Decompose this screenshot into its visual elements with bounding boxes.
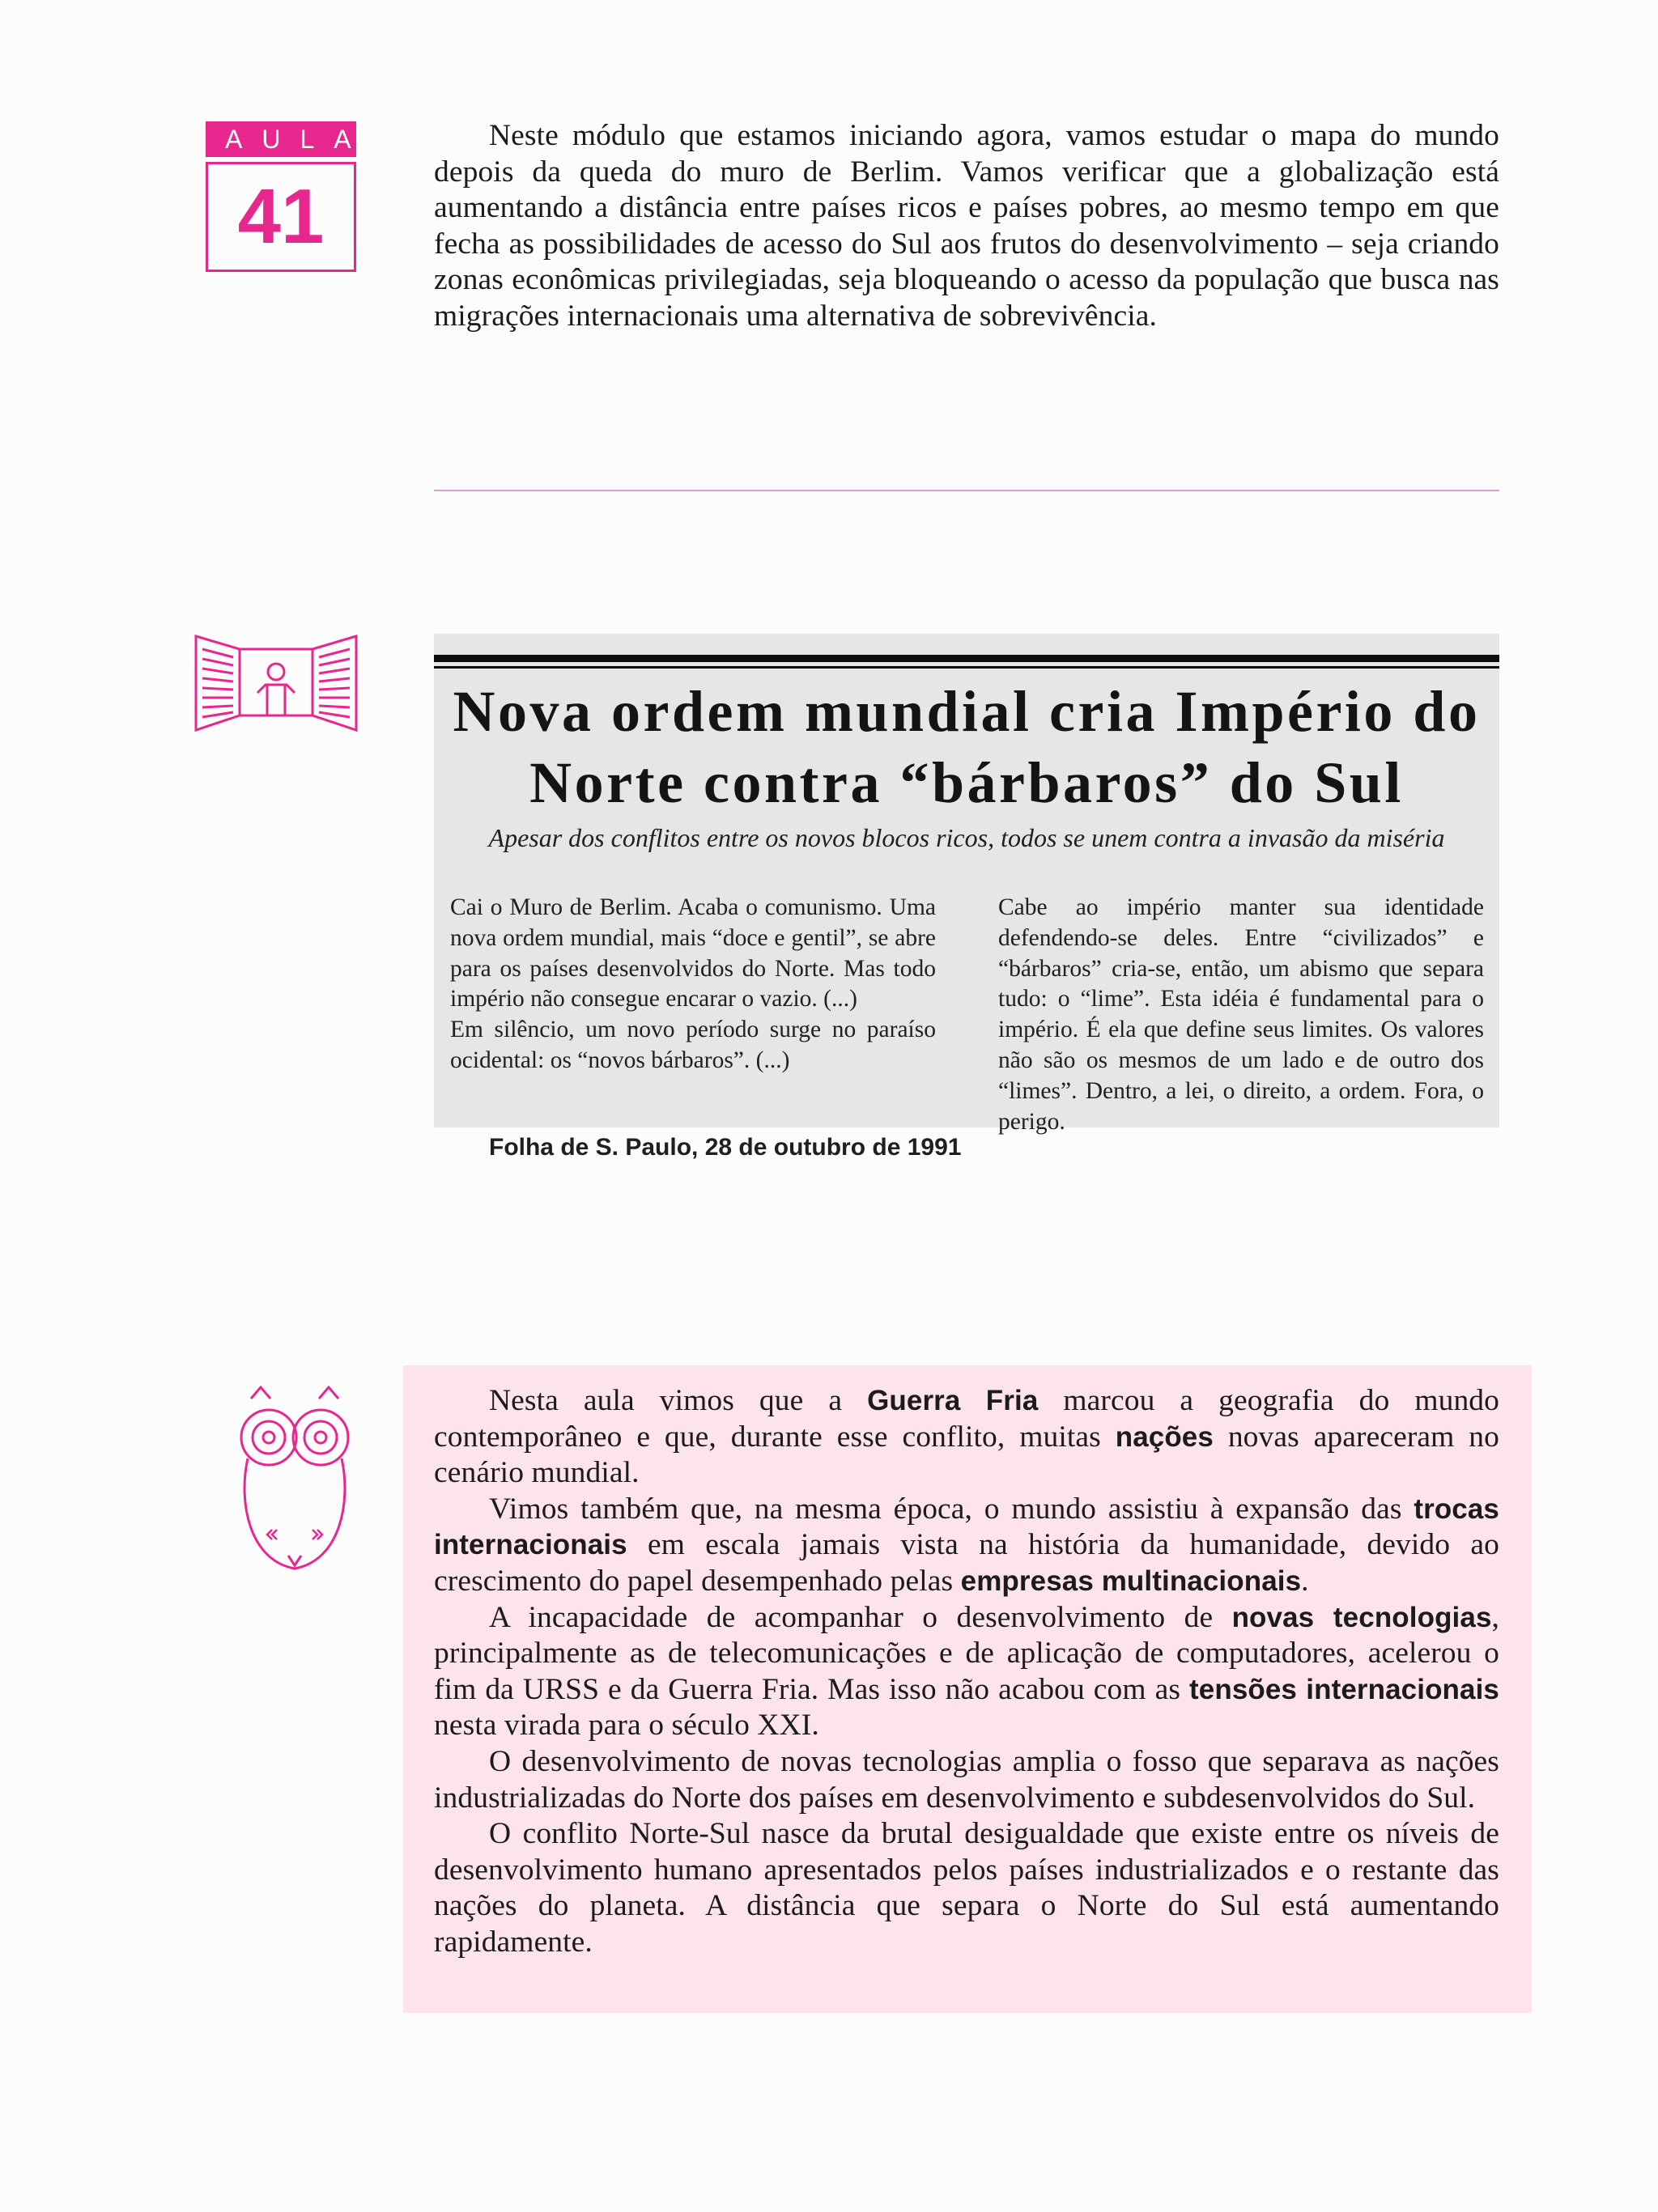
clipping-rule-thick xyxy=(434,655,1499,662)
owl-icon xyxy=(233,1381,356,1575)
clipping-column-left xyxy=(450,893,936,1076)
summary-paragraph-1 xyxy=(434,1383,1499,1492)
news-clipping xyxy=(434,634,1499,1135)
text-run: nesta virada para o século XXI. xyxy=(434,1709,819,1743)
clipping-rule-thin xyxy=(434,666,1499,669)
intro-paragraph: Neste módulo que estamos iniciando agora, vamos estudar o mapa do mundo depois da queda do muro de Berlim. Vamos verificar que a globalização está aumentando a distância entre países ricos e países pobres, ao mesmo tempo em que fecha as possibilidades de acesso do Sul aos frutos do desenvolvimento – seja criando zonas econômicas privilegiadas, seja bloqueando o acesso da população que busca nas migrações internacionais uma alternativa de sobrevivência. xyxy=(434,119,1499,333)
clipping-subhead: Apesar dos conflitos entre os novos blocos ricos, todos se unem contra a invasão da miséria xyxy=(488,823,1445,852)
text-run: . xyxy=(1301,1564,1309,1598)
intro-section xyxy=(434,118,1499,334)
text-run: Vimos também que, na mesma época, o mundo assistiu à expansão das xyxy=(489,1492,1414,1526)
keyword-nacoes: nações xyxy=(1115,1420,1214,1453)
summary-paragraph-2 xyxy=(434,1492,1499,1600)
summary-paragraph-5: O conflito Norte-Sul nasce da brutal desigualdade que existe entre os níveis de desenvolvimento humano apresentados pelos países industrializados e o restante das nações do planeta. A distância que separa o Norte do Sul está aumentando rapidamente. xyxy=(434,1817,1499,1959)
window-person-icon xyxy=(193,631,359,733)
keyword-guerra-fria: Guerra Fria xyxy=(867,1385,1039,1416)
headline-line-1: Nova ordem mundial cria Império do xyxy=(453,679,1481,744)
text-run: marcou a geografia do mundo contemporâneo e que, durante esse conflito, muitas xyxy=(434,1384,1499,1454)
clipping-left-paragraph-1: Cai o Muro de Berlim. Acaba o comunismo. Uma nova ordem mundial, mais “doce e gentil”, se abre para os países desenvolvidos do Norte. Mas todo império não consegue encarar o vazio. (...) xyxy=(450,894,936,1013)
keyword-novas-tecnologias: novas tecnologias xyxy=(1231,1601,1492,1633)
clipping-left-paragraph-2: Em silêncio, um novo período surge no paraíso ocidental: os “novos bárbaros”. (...) xyxy=(450,1017,936,1073)
summary-box xyxy=(403,1365,1532,2013)
clipping-right-paragraph-1: Cabe ao império manter sua identidade defendendo-se deles. Entre “civilizados” e “bárbaros” cria-se, então, um abismo que separa tudo: o “lime”. Esta idéia é fundamental para o império. É ela que define seus limites. Os valores não são os mesmos de um lado e de outro dos “limes”. Dentro, a lei, o direito, a ordem. Fora, o perigo. xyxy=(998,894,1484,1135)
lesson-number: 41 xyxy=(206,162,356,272)
text-run: em escala jamais vista na história da humanidade, devido ao crescimento do papel desempenhado pelas xyxy=(434,1528,1499,1598)
headline-line-2: Norte contra “bárbaros” do Sul xyxy=(529,750,1404,815)
keyword-trocas-internacionais: trocas internacionais xyxy=(434,1492,1499,1561)
text-run: novas apareceram no cenário mundial. xyxy=(434,1420,1500,1490)
text-run: A incapacidade de acompanhar o desenvolvimento de xyxy=(489,1600,1232,1634)
summary-text xyxy=(434,1383,1499,1961)
summary-paragraph-4: O desenvolvimento de novas tecnologias amplia o fosso que separava as nações industrializadas do Norte dos países em desenvolvimento e subdesenvolvidos do Sul. xyxy=(434,1744,1499,1815)
keyword-empresas-multinacionais: empresas multinacionais xyxy=(960,1565,1302,1597)
source-caption: Folha de S. Paulo, 28 de outubro de 1991 xyxy=(489,1134,962,1161)
summary-paragraph-3 xyxy=(434,1600,1499,1744)
lesson-badge xyxy=(206,121,371,272)
text-run: , principalmente as de telecomunicações e de aplicação de computadores, acelerou o fim da URSS e da Guerra Fria. Mas isso não acabou com as xyxy=(434,1600,1499,1706)
lesson-label: AULA xyxy=(206,121,356,157)
clipping-column-right xyxy=(998,893,1484,1137)
keyword-tensoes-internacionais: tensões internacionais xyxy=(1189,1673,1499,1705)
section-divider xyxy=(434,490,1499,491)
text-run: Nesta aula vimos que a xyxy=(489,1384,868,1417)
clipping-headline xyxy=(434,676,1499,818)
